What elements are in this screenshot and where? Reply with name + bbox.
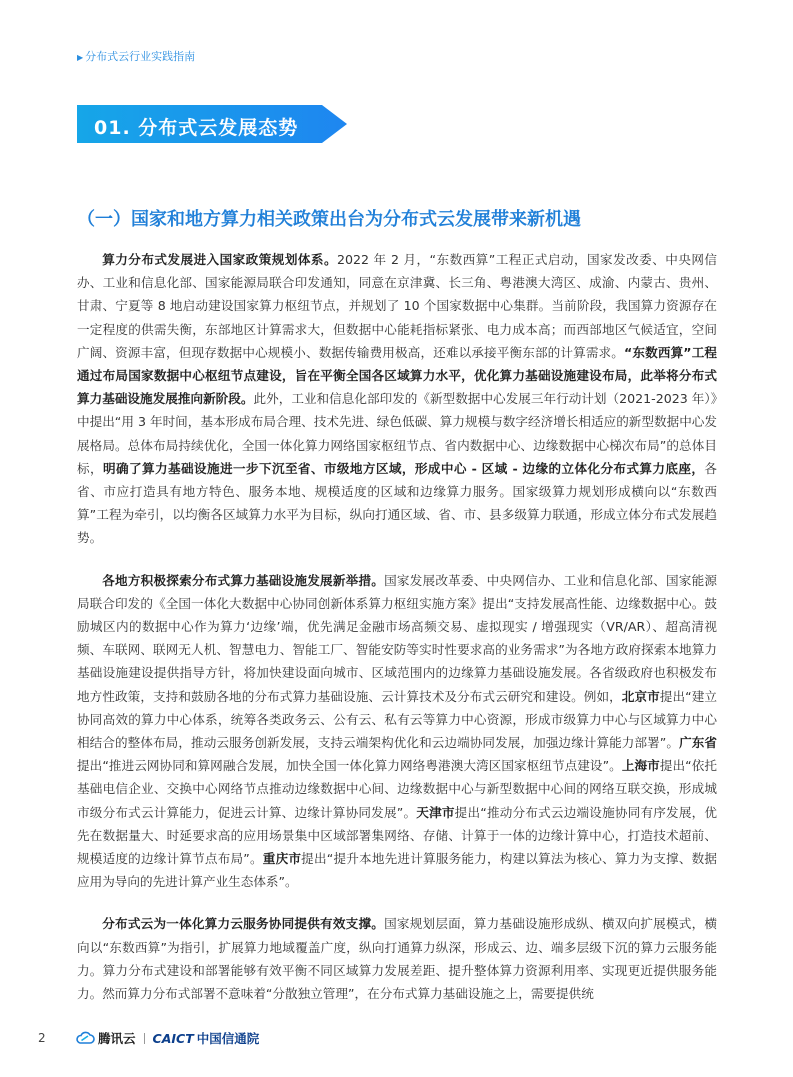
text-run: 各省、市应打造具有地方特色、服务本地、规模适度的区域和边缘算力服务。国家级算力规划形成横向以“东数西算”工程为牵引，以均衡各区域算力水平为目标，纵向打通区域、省、市、县多级算力联通，形成立体分布式发展趋势。 <box>77 460 718 546</box>
bold-text-run: 分布式云为一体化算力云服务协同提供有效支撑。 <box>102 916 385 932</box>
tencent-cloud-brand: 腾讯云 <box>98 1031 136 1046</box>
text-run: 国家发展改革委、中央网信办、工业和信息化部、国家能源局联合印发的《全国一体化大数据中心协同创新体系算力枢纽实施方案》提出“支持发展高性能、边缘数据中心。鼓励城区内的数据中心作为算力‘边缘’端，优先满足金融市场高频交易、虚拟现实 / 增强现实（VR/AR）、超高清视频、车联网、联网无人机、智慧电力、智能工厂、智能安防等实时性要求高的业务需求”为各地方政府探索本地算力基础设施建设提供指导方针，将加快建设面向城市、区域范围内的边缘算力基础设施发展。各省级政府也积极发布地方性政策，支持和鼓励各地的分布式算力基础设施、云计算技术及分布式云研究和建设。例如， <box>77 572 718 704</box>
bold-text-run: 重庆市 <box>262 851 302 867</box>
section-title: 01. 分布式云发展态势 <box>94 117 299 139</box>
text-run: 提出“建立协同高效的算力中心体系，统筹各类政务云、公有云、私有云等算力中心资源，形成市级算力中心与区域算力中心相结合的整体布局，推动云服务创新发展，支持云端架构优化和云边端协同发展，加强边缘计算能力部署”。 <box>77 688 718 751</box>
bold-text-run: 明确了算力基础设施进一步下沉至省、市级地方区域，形成中心 - 区域 - 边缘的立体化分布式算力底座， <box>103 460 705 476</box>
paragraph <box>77 248 717 550</box>
bold-text-run: 广东省 <box>679 735 717 751</box>
caict-brand-en: CAICT <box>152 1030 194 1046</box>
triangle-bullet-icon: ▶ <box>77 53 84 62</box>
footer-divider <box>144 1033 145 1044</box>
bold-text-run: 天津市 <box>416 804 455 820</box>
bold-text-run: 各地方积极探索分布式算力基础设施发展新举措。 <box>102 572 385 588</box>
text-run: 提出“推进云网协同和算网融合发展，加快全国一体化算力网络粤港澳大湾区国家枢纽节点建设”。 <box>77 758 622 774</box>
paragraph <box>77 569 717 894</box>
caict-brand-cn: 中国信通院 <box>196 1031 260 1046</box>
subsection-title: （一）国家和地方算力相关政策出台为分布式云发展带来新机遇 <box>77 209 581 230</box>
text-run: 提出“提升本地先进计算服务能力，构建以算法为核心、算力为支撑、数据应用为导向的先进计算产业生态体系”。 <box>77 851 717 890</box>
text-run: 此外，工业和信息化部印发的《新型数据中心发展三年行动计划（2021-2023 年）》中提出“用 3 年时间，基本形成布局合理、技术先进、绿色低碳、算力规模与数字经济增长相适应的新型数据中心发展格局。总体布局持续优化，全国一体化算力网络国家枢纽节点、省内数据中心、边缘数据中心梯次布局”的总体目标， <box>77 391 717 476</box>
tencent-cloud-logo-icon <box>75 1031 95 1045</box>
text-run: 国家规划层面，算力基础设施形成纵、横双向扩展模式，横向以“东数西算”为指引，扩展算力地域覆盖广度，纵向打通算力纵深，形成云、边、端多层级下沉的算力云服务能力。算力分布式建设和部署能够有效平衡不同区域算力发展差距、提升整体算力资源利用率、实现更近提供服务能力。然而算力分布式部署不意味着“分散独立管理”，在分布式算力基础设施之上，需要提供统 <box>77 916 718 1002</box>
text-run: 提出“推动分布式云边端设施协同有序发展，优先在数据量大、时延要求高的应用场景集中区域部署集网络、存储、计算于一体的边缘计算中心，打造技术超前、规模适度的边缘计算节点布局”。 <box>77 804 717 867</box>
text-run: 2022 年 2 月，“东数西算”工程正式启动，国家发改委、中央网信办、工业和信息化部、国家能源局联合印发通知，同意在京津冀、长三角、粤港澳大湾区、成渝、内蒙古、贵州、甘肃、宁夏等 8 地启动建设国家算力枢纽节点，并规划了 10 个国家数据中心集群。当前阶段，我国算力资源存在一定程度的供需失衡，东部地区计算需求大，但数据中心能耗指标紧张、电力成本高；而西部地区气候适宜，空间广阔、资源丰富，但现存数据中心规模小、数据传输费用极高，还难以承接平衡东部的计算需求。 <box>77 252 718 360</box>
text-run: 提出“依托基础电信企业、交换中心网络节点推动边缘数据中心间、边缘数据中心与新型数据中心间的网络互联交换，形成城市级分布式云计算能力，促进云计算、边缘计算协同发展”。 <box>77 758 717 820</box>
page-number: 2 <box>38 1031 46 1045</box>
bold-text-run: 算力分布式发展进入国家政策规划体系。 <box>102 252 337 267</box>
body-text <box>77 248 717 1024</box>
page-footer <box>38 1028 259 1048</box>
bold-text-run: 上海市 <box>621 758 660 774</box>
running-header <box>77 48 195 64</box>
bold-text-run: “东数西算”工程通过布局国家数据中心枢纽节点建设，旨在平衡全国各区域算力水平，优化算力基础设施建设布局，此举将分布式算力基础设施发展推向新阶段。 <box>77 344 718 407</box>
running-header-title: 分布式云行业实践指南 <box>85 50 196 63</box>
paragraph <box>77 912 717 1005</box>
bold-text-run: 北京市 <box>621 688 660 704</box>
